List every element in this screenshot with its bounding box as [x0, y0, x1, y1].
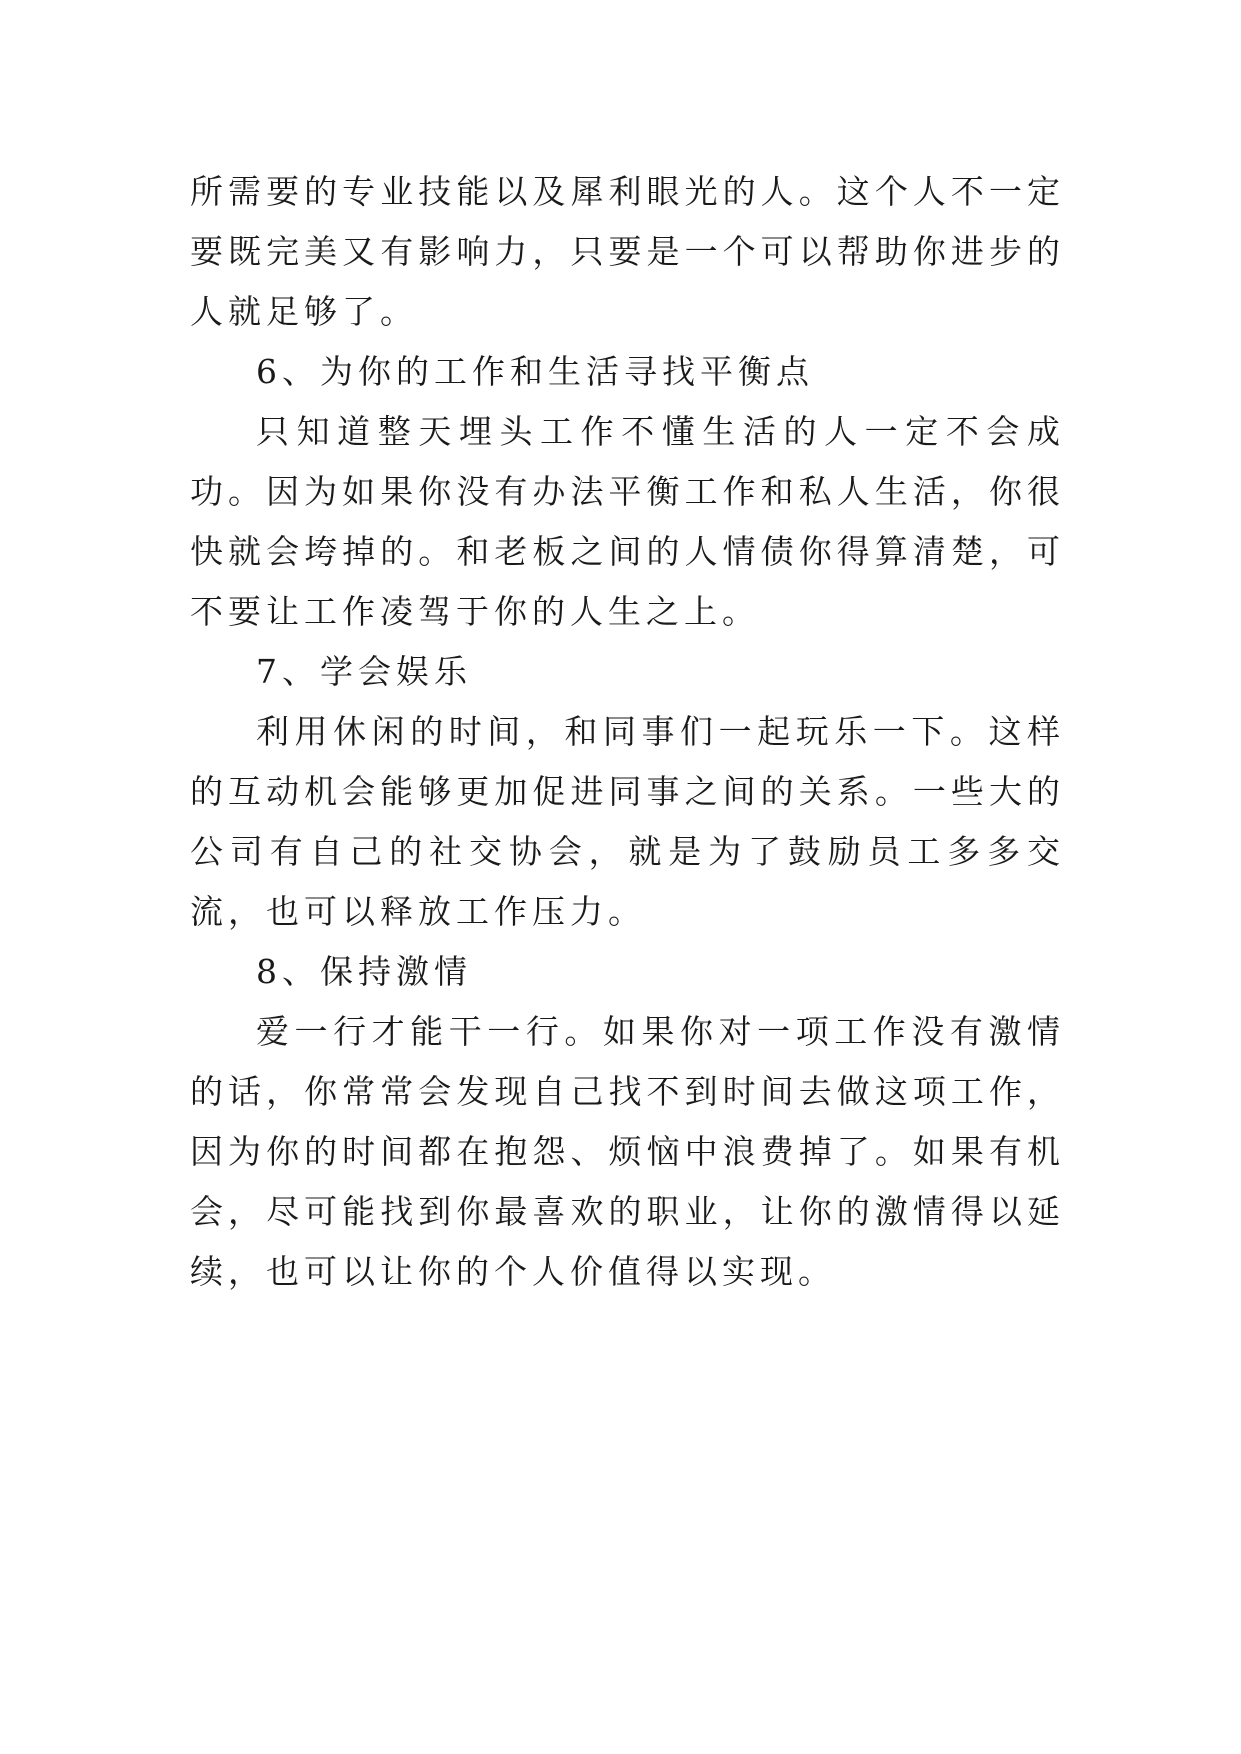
paragraph-passion: 爱一行才能干一行。如果你对一项工作没有激情的话，你常常会发现自己找不到时间去做这项工作，因为你的时间都在抱怨、烦恼中浪费掉了。如果有机会，尽可能找到你最喜欢的职业，让你的激情得以延续，也可以让你的个人价值得以实现。	[190, 1012, 1065, 1291]
section-heading-6: 6、为你的工作和生活寻找平衡点	[256, 352, 814, 391]
section-heading-8: 8、保持激情	[256, 952, 472, 991]
section-heading-7: 7、学会娱乐	[256, 652, 472, 691]
paragraph-balance: 只知道整天埋头工作不懂生活的人一定不会成功。因为如果你没有办法平衡工作和私人生活，你很快就会垮掉的。和老板之间的人情债你得算清楚，可不要让工作凌驾于你的人生之上。	[190, 412, 1065, 631]
document-body	[190, 162, 1065, 1302]
paragraph-continuation: 所需要的专业技能以及犀利眼光的人。这个人不一定要既完美又有影响力，只要是一个可以帮助你进步的人就足够了。	[190, 172, 1065, 331]
paragraph-entertainment: 利用休闲的时间，和同事们一起玩乐一下。这样的互动机会能够更加促进同事之间的关系。一些大的公司有自己的社交协会，就是为了鼓励员工多多交流，也可以释放工作压力。	[190, 712, 1065, 931]
